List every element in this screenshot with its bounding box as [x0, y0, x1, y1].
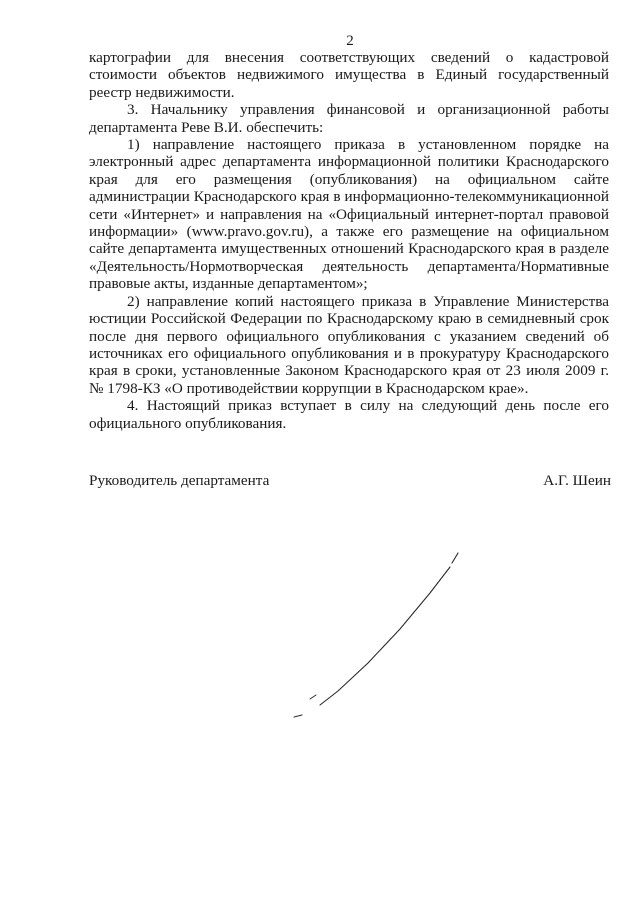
signature-block	[89, 472, 611, 490]
paragraph-item-4: 4. Настоящий приказ вступает в силу на следующий день после его официального опубликования.	[89, 397, 609, 432]
signatory-position: Руководитель департамента	[89, 472, 270, 489]
handwritten-signature	[280, 545, 470, 725]
paragraph-item-3: 3. Начальнику управления финансовой и организационной работы департамента Реве В.И. обеспечить:	[89, 101, 609, 136]
page-number: 2	[346, 33, 354, 49]
paragraph-subitem-2: 2) направление копий настоящего приказа в Управление Министерства юстиции Российской Федерации по Краснодарскому краю в семидневный срок после дня первого официального опубликования с указанием сведений об источниках его официального опубликования и в прокуратуру Краснодарского края в сроки, установленные Законом Краснодарского края от 23 июля 2009 г. № 1798-КЗ «О противодействии коррупции в Краснодарском крае».	[89, 292, 609, 397]
signatory-name: А.Г. Шеин	[543, 472, 611, 489]
paragraph-continuation: картографии для внесения соответствующих сведений о кадастровой стоимости объектов недвижимого имущества в Единый государственный реестр недвижимости.	[89, 49, 609, 101]
paragraph-subitem-1: 1) направление настоящего приказа в установленном порядке на электронный адрес департамента информационной политики Краснодарского края для его размещения (опубликования) на официальном сайте администрации Краснодарского края в информационно-телекоммуникационной сети «Интернет» и направления на «Официальный интернет-портал правовой информации» (www.pravo.gov.ru), а также его размещение на официальном сайте департамента имущественных отношений Краснодарского края в разделе «Деятельность/Нормотворческая деятельность департамента/Нормативные правовые акты, изданные департаментом»;	[89, 136, 609, 293]
document-body	[89, 49, 609, 432]
